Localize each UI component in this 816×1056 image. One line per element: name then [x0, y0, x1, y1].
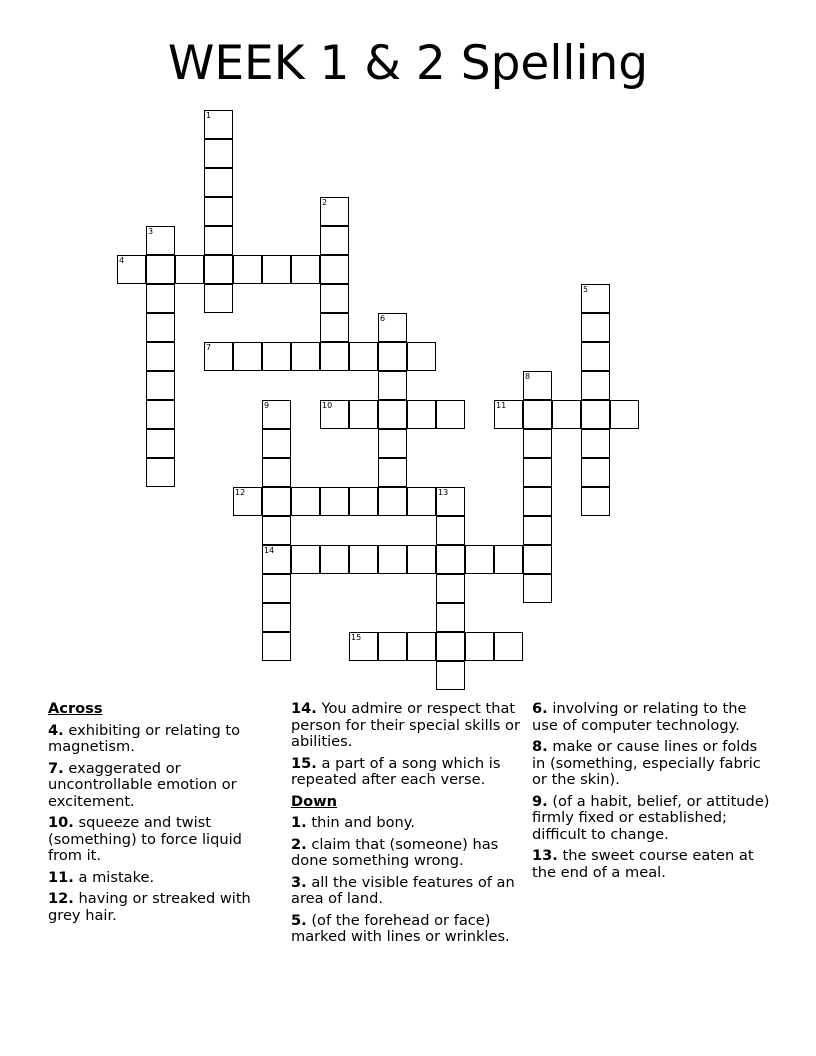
grid-cell[interactable]	[204, 284, 233, 313]
grid-cell[interactable]	[349, 545, 378, 574]
clue-text: exaggerated or uncontrollable emotion or excitement.	[48, 759, 237, 810]
clue-across-7	[48, 761, 276, 811]
clue-down-2	[291, 837, 525, 870]
grid-cell[interactable]	[378, 458, 407, 487]
cell-number: 11	[496, 401, 507, 410]
grid-cell[interactable]	[436, 632, 465, 661]
grid-cell[interactable]	[262, 603, 291, 632]
grid-cell[interactable]	[320, 255, 349, 284]
grid-cell[interactable]	[581, 400, 610, 429]
cell-number: 6	[380, 314, 386, 323]
cell-number: 5	[583, 285, 589, 294]
grid-cell[interactable]	[146, 400, 175, 429]
grid-cell[interactable]	[378, 487, 407, 516]
clue-number: 7.	[48, 759, 64, 777]
clue-number: 13.	[532, 847, 558, 864]
grid-cell[interactable]	[407, 487, 436, 516]
clue-text: having or streaked with grey hair.	[48, 890, 251, 924]
clue-text: exhibiting or relating to magnetism.	[48, 721, 241, 755]
grid-cell[interactable]	[320, 545, 349, 574]
grid-cell[interactable]	[523, 371, 552, 400]
cell-number: 8	[525, 372, 531, 381]
clue-text: (of the forehead or face) marked with lines or wrinkles.	[291, 911, 510, 945]
clue-text: claim that (someone) has done something wrong.	[291, 835, 499, 869]
grid-cell[interactable]	[581, 342, 610, 371]
clue-across-12	[48, 891, 276, 924]
clues-column-2	[291, 701, 525, 951]
grid-cell[interactable]	[262, 632, 291, 661]
grid-cell[interactable]	[320, 487, 349, 516]
clue-number: 2.	[291, 835, 307, 853]
clue-down-8	[532, 739, 772, 789]
grid-cell[interactable]	[378, 371, 407, 400]
grid-cell[interactable]	[378, 545, 407, 574]
grid-cell[interactable]	[204, 226, 233, 255]
clue-text: (of a habit, belief, or attitude) firmly fixed or established; difficult to change.	[532, 792, 770, 843]
grid-cell[interactable]	[523, 545, 552, 574]
grid-cell[interactable]	[378, 429, 407, 458]
grid-cell[interactable]	[146, 342, 175, 371]
grid-cell[interactable]	[581, 458, 610, 487]
grid-cell[interactable]	[146, 255, 175, 284]
cell-number: 14	[264, 546, 275, 555]
grid-cell[interactable]	[378, 400, 407, 429]
clue-number: 15.	[291, 754, 317, 772]
clue-down-1	[291, 815, 525, 832]
clue-text: involving or relating to the use of computer technology.	[532, 700, 747, 734]
grid-cell[interactable]	[407, 632, 436, 661]
grid-cell[interactable]	[320, 226, 349, 255]
grid-cell[interactable]	[436, 661, 465, 690]
grid-cell[interactable]	[262, 574, 291, 603]
grid-cell[interactable]	[523, 487, 552, 516]
clue-number: 8.	[532, 738, 548, 755]
cell-number: 10	[322, 401, 333, 410]
grid-cell[interactable]	[378, 342, 407, 371]
grid-cell[interactable]	[436, 487, 465, 516]
clue-across-14	[291, 701, 525, 751]
page-title: WEEK 1 & 2 Spelling	[167, 36, 649, 91]
clue-number: 6.	[532, 700, 548, 717]
grid-cell[interactable]	[204, 342, 233, 371]
grid-cell[interactable]	[494, 632, 523, 661]
clue-text: You admire or respect that person for their special skills or abilities.	[291, 700, 520, 750]
grid-cell[interactable]	[262, 400, 291, 429]
cell-number: 3	[148, 227, 154, 236]
grid-cell[interactable]	[291, 487, 320, 516]
grid-cell[interactable]	[320, 400, 349, 429]
grid-cell[interactable]	[262, 545, 291, 574]
grid-cell[interactable]	[407, 400, 436, 429]
grid-cell[interactable]	[320, 284, 349, 313]
grid-cell[interactable]	[320, 342, 349, 371]
grid-cell[interactable]	[146, 226, 175, 255]
grid-cell[interactable]	[146, 458, 175, 487]
grid-cell[interactable]	[523, 516, 552, 545]
clue-number: 14.	[291, 700, 317, 717]
grid-cell[interactable]	[581, 371, 610, 400]
cell-number: 13	[438, 488, 449, 497]
clue-down-6	[532, 701, 772, 734]
grid-cell[interactable]	[494, 400, 523, 429]
clue-number: 9.	[532, 792, 548, 810]
clue-number: 3.	[291, 873, 307, 891]
grid-cell[interactable]	[581, 313, 610, 342]
grid-cell[interactable]	[291, 545, 320, 574]
clue-down-9	[532, 794, 772, 844]
grid-cell[interactable]	[146, 284, 175, 313]
clue-number: 4.	[48, 721, 64, 739]
clue-down-5	[291, 913, 525, 946]
cell-number: 15	[351, 633, 362, 642]
grid-cell[interactable]	[233, 255, 262, 284]
clue-down-3	[291, 875, 525, 908]
cell-number: 4	[119, 256, 125, 265]
grid-cell[interactable]	[204, 139, 233, 168]
cell-number: 2	[322, 198, 328, 207]
grid-cell[interactable]	[494, 545, 523, 574]
cell-number: 1	[206, 111, 212, 120]
grid-cell[interactable]	[581, 487, 610, 516]
grid-cell[interactable]	[204, 110, 233, 139]
grid-cell[interactable]	[291, 255, 320, 284]
down-heading: Down	[291, 792, 338, 810]
clue-text: make or cause lines or folds in (something, especially fabric or the skin).	[532, 738, 761, 788]
clues-column-3	[532, 701, 772, 886]
grid-cell[interactable]	[262, 516, 291, 545]
grid-cell[interactable]	[146, 313, 175, 342]
grid-cell[interactable]	[233, 342, 262, 371]
grid-cell[interactable]	[436, 545, 465, 574]
clue-down-13	[532, 848, 772, 881]
grid-cell[interactable]	[436, 400, 465, 429]
grid-cell[interactable]	[378, 313, 407, 342]
grid-cell[interactable]	[204, 255, 233, 284]
across-heading: Across	[48, 700, 103, 717]
grid-cell[interactable]	[320, 313, 349, 342]
grid-cell[interactable]	[581, 429, 610, 458]
grid-cell[interactable]	[117, 255, 146, 284]
clue-text: all the visible features of an area of land.	[291, 873, 515, 907]
clue-across-11	[48, 870, 276, 887]
grid-cell[interactable]	[175, 255, 204, 284]
grid-cell[interactable]	[349, 342, 378, 371]
grid-cell[interactable]	[523, 400, 552, 429]
clue-text: thin and bony.	[311, 814, 415, 831]
grid-cell[interactable]	[581, 284, 610, 313]
clue-text: a part of a song which is repeated after each verse.	[291, 754, 501, 788]
grid-cell[interactable]	[262, 342, 291, 371]
grid-cell[interactable]	[465, 632, 494, 661]
cell-number: 9	[264, 401, 270, 410]
grid-cell[interactable]	[349, 487, 378, 516]
grid-cell[interactable]	[204, 168, 233, 197]
grid-cell[interactable]	[552, 400, 581, 429]
grid-cell[interactable]	[378, 632, 407, 661]
grid-cell[interactable]	[436, 603, 465, 632]
grid-cell[interactable]	[262, 487, 291, 516]
grid-cell[interactable]	[204, 197, 233, 226]
grid-cell[interactable]	[523, 574, 552, 603]
grid-cell[interactable]	[349, 400, 378, 429]
cell-number: 12	[235, 488, 246, 497]
cell-number: 7	[206, 343, 212, 352]
grid-cell[interactable]	[320, 197, 349, 226]
grid-cell[interactable]	[233, 487, 262, 516]
clue-number: 1.	[291, 814, 307, 831]
clue-text: the sweet course eaten at the end of a meal.	[532, 847, 754, 881]
grid-cell[interactable]	[349, 632, 378, 661]
grid-cell[interactable]	[262, 255, 291, 284]
grid-cell[interactable]	[523, 429, 552, 458]
grid-cell[interactable]	[291, 342, 320, 371]
grid-cell[interactable]	[407, 545, 436, 574]
grid-cell[interactable]	[262, 458, 291, 487]
grid-cell[interactable]	[436, 574, 465, 603]
clue-number: 12.	[48, 890, 74, 907]
grid-cell[interactable]	[146, 371, 175, 400]
clue-across-15	[291, 756, 525, 789]
grid-cell[interactable]	[610, 400, 639, 429]
clue-number: 11.	[48, 868, 74, 886]
grid-cell[interactable]	[523, 458, 552, 487]
grid-cell[interactable]	[465, 545, 494, 574]
clues-column-1	[48, 701, 276, 929]
clue-text: squeeze and twist (something) to force liquid from it.	[48, 814, 242, 864]
grid-cell[interactable]	[262, 429, 291, 458]
clue-across-10	[48, 815, 276, 865]
grid-cell[interactable]	[407, 342, 436, 371]
clue-across-4	[48, 723, 276, 756]
clue-number: 10.	[48, 814, 74, 831]
clue-text: a mistake.	[78, 868, 155, 886]
grid-cell[interactable]	[146, 429, 175, 458]
clue-number: 5.	[291, 911, 307, 929]
grid-cell[interactable]	[436, 516, 465, 545]
